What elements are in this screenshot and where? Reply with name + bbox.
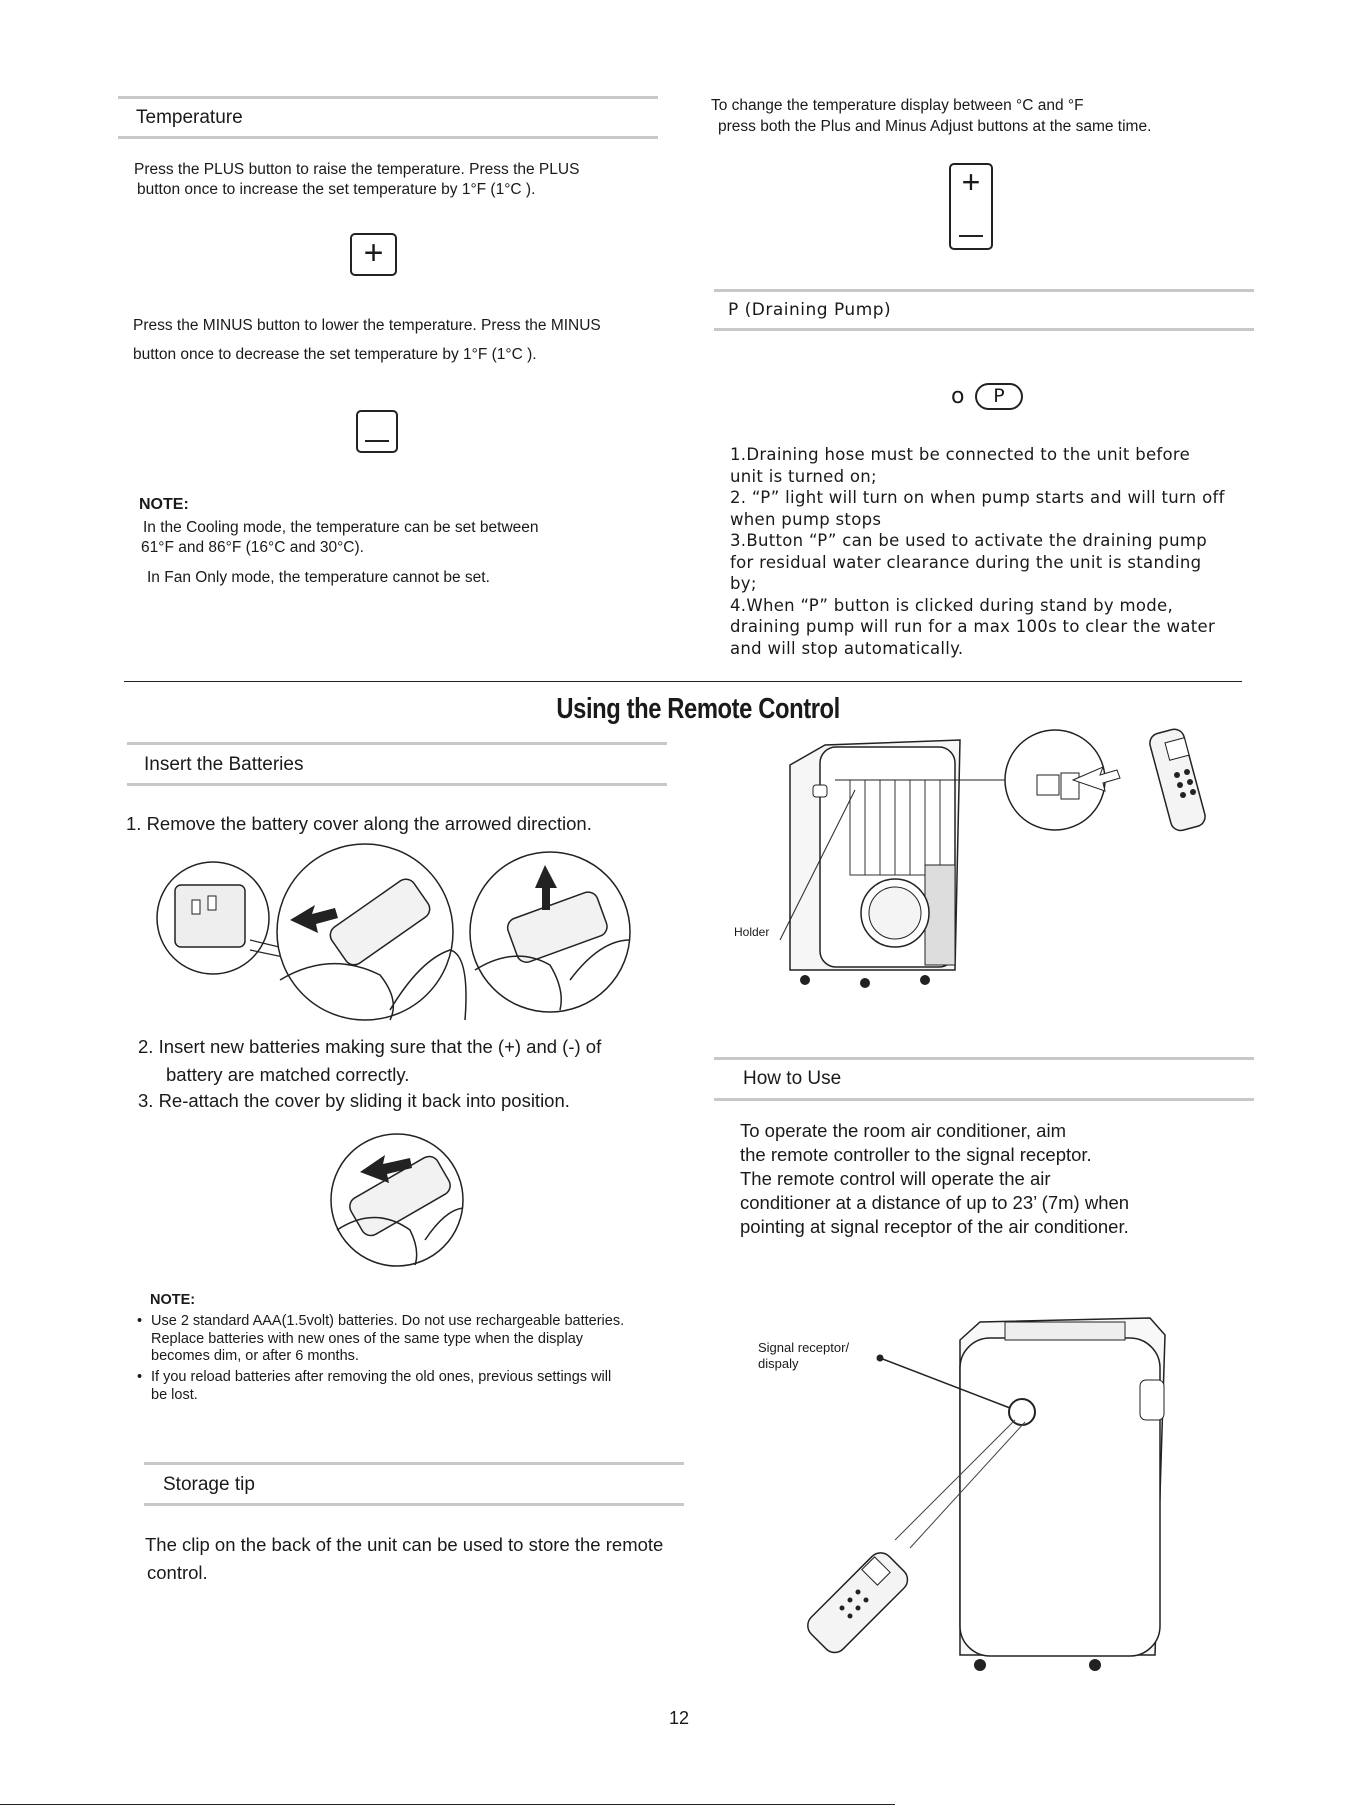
holder-illustration	[725, 725, 1230, 1005]
plus-symbol: +	[363, 234, 384, 272]
battery-removal-illustration	[140, 860, 640, 1020]
storage-bottom-rule	[144, 1503, 684, 1506]
minus-text-1: Press the MINUS button to lower the temperature. Press the MINUS	[133, 317, 601, 334]
pump-line: and will stop automatically.	[730, 638, 964, 658]
battery-reattach-illustration	[315, 1130, 480, 1270]
how-line: pointing at signal receptor of the air conditioner.	[740, 1216, 1129, 1237]
holder-label: Holder	[734, 925, 770, 939]
battery-note-line: Replace batteries with new ones of the same type when the display	[151, 1330, 584, 1347]
temperature-note-3: In Fan Only mode, the temperature cannot be set.	[147, 569, 490, 586]
plus-minus-plus: +	[961, 164, 981, 200]
temperature-note-1: In the Cooling mode, the temperature can be set between	[143, 519, 539, 536]
pump-line: draining pump will run for a max 100s to clear the water	[730, 617, 1216, 636]
plus-text-2: button once to increase the set temperature by 1°F (1°C ).	[137, 181, 536, 198]
pump-top-rule	[714, 289, 1254, 292]
page-number: 12	[668, 1708, 690, 1728]
batteries-title: Insert the Batteries	[144, 754, 304, 775]
minus-bar	[365, 440, 389, 443]
how-line: To operate the room air conditioner, aim	[740, 1120, 1066, 1141]
how-instructions	[740, 1119, 1129, 1239]
battery-note-line: • If you reload batteries after removing the old ones, previous settings will	[151, 1369, 612, 1385]
battery-note-line: becomes dim, or after 6 months.	[151, 1348, 359, 1364]
how-line: the remote controller to the signal receptor.	[740, 1144, 1092, 1165]
how-line: conditioner at a distance of up to 23’ (7m) when	[740, 1192, 1130, 1213]
pump-line: 1.Draining hose must be connected to the unit before	[730, 445, 1191, 464]
storage-text-2: control.	[147, 1562, 208, 1583]
batteries-top-rule	[127, 742, 667, 745]
storage-title: Storage tip	[163, 1474, 255, 1495]
batteries-bottom-rule	[127, 783, 667, 786]
plus-button-icon	[350, 233, 397, 276]
unit-change-line-1: To change the temperature display between °C and °F	[711, 97, 1084, 114]
battery-step-2b: battery are matched correctly.	[166, 1064, 410, 1085]
pump-bottom-rule	[714, 328, 1254, 331]
temperature-note-title: NOTE:	[139, 496, 189, 513]
battery-note-line: • Use 2 standard AAA(1.5volt) batteries. Do not use rechargeable batteries.	[151, 1313, 625, 1329]
plus-minus-minus	[959, 235, 983, 238]
storage-top-rule	[144, 1462, 684, 1465]
pump-line: 3.Button “P” can be used to activate the draining pump	[730, 531, 1207, 550]
minus-text-2: button once to decrease the set temperature by 1°F (1°C ).	[133, 346, 537, 363]
signal-label-line: Signal receptor/	[758, 1340, 850, 1355]
section-divider	[124, 681, 1242, 682]
battery-note-line: be lost.	[151, 1386, 198, 1403]
how-title: How to Use	[743, 1068, 842, 1089]
pump-title: P (Draining Pump)	[728, 300, 892, 320]
how-line: The remote control will operate the air	[740, 1168, 1051, 1189]
battery-note-bullet-2	[151, 1369, 611, 1404]
temperature-title: Temperature	[136, 107, 243, 128]
signal-receptor-label	[758, 1340, 849, 1372]
temperature-top-rule	[118, 96, 658, 99]
plus-text-1: Press the PLUS button to raise the temperature. Press the PLUS	[134, 161, 580, 178]
pump-line: unit is turned on;	[730, 466, 877, 486]
pump-button-icon: P	[975, 383, 1023, 410]
remote-heading: Using the Remote Control	[556, 693, 840, 725]
temperature-note-2: 61°F and 86°F (16°C and 30°C).	[141, 539, 364, 556]
battery-note-bullet-1	[151, 1313, 624, 1366]
temperature-bottom-rule	[118, 136, 658, 139]
pump-line: by;	[730, 574, 757, 593]
signal-receptor-illustration	[810, 1300, 1210, 1690]
how-bottom-rule	[714, 1098, 1254, 1101]
battery-note-title: NOTE:	[150, 1292, 196, 1308]
battery-step-1: 1. Remove the battery cover along the arrowed direction.	[126, 813, 592, 834]
pump-indicator-icon: o	[951, 384, 965, 409]
pump-line: 4.When “P” button is clicked during stand by mode,	[730, 595, 1174, 615]
footer-rule	[0, 1804, 895, 1805]
signal-label-line: dispaly	[758, 1356, 799, 1371]
unit-change-line-2: press both the Plus and Minus Adjust buttons at the same time.	[718, 118, 1152, 135]
battery-step-2a: 2. Insert new batteries making sure that the (+) and (-) of	[138, 1036, 602, 1057]
how-top-rule	[714, 1057, 1254, 1060]
storage-text-1: The clip on the back of the unit can be used to store the remote	[145, 1534, 664, 1555]
pump-instructions	[730, 444, 1270, 659]
plus-minus-button-icon	[949, 163, 993, 250]
pump-line: 2. “P” light will turn on when pump starts and will turn off	[730, 488, 1225, 507]
battery-step-3: 3. Re-attach the cover by sliding it back into position.	[138, 1090, 570, 1111]
pump-line: when pump stops	[730, 509, 882, 529]
pump-line: for residual water clearance during the unit is standing	[730, 552, 1202, 572]
minus-button-icon	[356, 410, 398, 453]
